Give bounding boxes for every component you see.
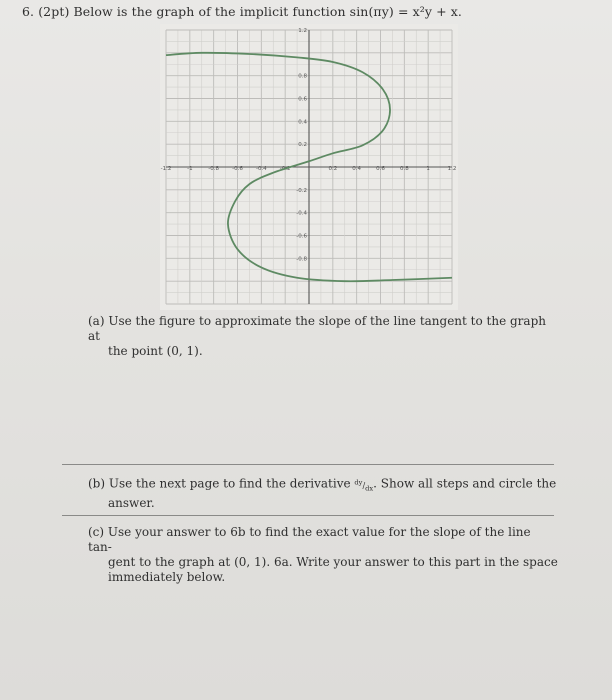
part-c-line-2: gent to the graph at (0, 1). 6a. Write your answer to this part in the space (108, 555, 558, 569)
y-tick-label: 0.4 (298, 119, 307, 126)
x-tick-label: -0.8 (208, 166, 220, 172)
x-tick-label: -0.4 (255, 166, 267, 172)
x-tick-label: -0.6 (232, 166, 243, 172)
y-tick-label: -0.8 (296, 256, 307, 263)
x-tick-label: 1.2 (447, 166, 457, 172)
y-tick-label: 0.8 (298, 73, 307, 80)
x-tick-label: -0.2 (279, 166, 291, 172)
x-tick-label: 0.4 (352, 166, 362, 172)
part-a-line-2: the point (0, 1). (108, 344, 203, 358)
part-c-line-3: immediately below. (108, 570, 226, 584)
x-tick-label: 0.6 (376, 166, 385, 172)
implicit-function-graph (160, 24, 458, 310)
answer-line-a (62, 464, 554, 465)
x-tick-label: -1 (187, 166, 193, 172)
x-tick-label: 1 (426, 166, 430, 172)
part-a (88, 314, 558, 359)
answer-line-b (62, 515, 554, 516)
part-c (88, 525, 558, 585)
y-tick-label: -0.2 (296, 187, 307, 194)
part-b-text-pre: (b) Use the next page to find the derivative (88, 476, 351, 491)
frac-den: dx (365, 484, 374, 493)
part-b-line-1 (88, 475, 558, 496)
part-b-text-post: . Show all steps and circle the (373, 476, 557, 491)
problem-title: 6. (2pt) Below is the graph of the implicit function sin(πy) = x²y + x. (22, 4, 462, 19)
part-b (88, 475, 558, 511)
y-tick-label: 1.2 (298, 28, 307, 34)
y-tick-label: 0.2 (298, 142, 307, 149)
x-tick-label: 0.8 (399, 166, 409, 172)
x-tick-label: -1.2 (160, 166, 172, 172)
y-tick-label: -0.4 (296, 210, 307, 217)
derivative-fraction: $^{dy}/_{dx}$ (354, 478, 374, 493)
x-tick-label: 0.2 (328, 166, 338, 172)
part-b-line-2: answer. (108, 496, 155, 511)
part-c-line-1: (c) Use your answer to 6b to find the exact value for the slope of the line tan- (88, 525, 531, 554)
frac-num: dy (354, 478, 363, 486)
y-tick-label: -0.6 (296, 233, 307, 240)
y-tick-label: 0.6 (298, 96, 307, 103)
graph-svg (160, 24, 458, 310)
part-a-line-1: (a) Use the figure to approximate the slope of the line tangent to the graph at (88, 314, 546, 343)
